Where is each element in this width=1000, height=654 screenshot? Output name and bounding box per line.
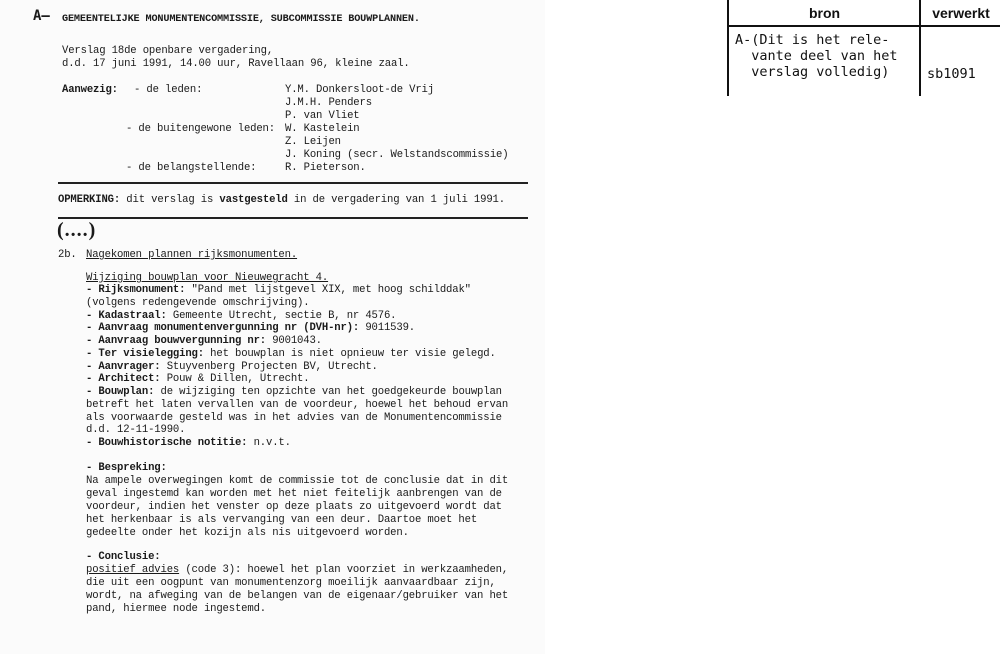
bron-line: vante deel van het [735,48,898,64]
section-number: 2b. [58,249,77,261]
field-line [86,373,309,386]
attendee-name: Y.M. Donkersloot-de Vrij [285,84,434,96]
field-line [86,310,396,323]
remark-text-end: in de vergadering van 1 juli 1991. [287,194,505,206]
field-value: (volgens redengevende omschrijving). [86,296,310,309]
document-heading: GEMEENTELIJKE MONUMENTENCOMMISSIE, SUBCOMMISSIE BOUWPLANNEN. [62,14,420,25]
field-line [86,322,415,335]
conclusion-line: wordt, na afweging van de belangen van de eigenaar/gebruiker van het [86,590,509,602]
field-label: - Ter visielegging: [86,347,204,360]
remark [58,194,505,207]
conclusion-text: (code 3): hoewel het plan voorziet in werkzaamheden, [179,564,509,576]
field-line [86,297,309,310]
attendee-name: P. van Vliet [285,110,360,122]
conclusion-line: pand, hiermee node ingestemd. [86,603,267,615]
field-value: Stuyvenberg Projecten BV, Utrecht. [160,360,378,373]
field-label: - Bouwhistorische notitie: [86,437,248,449]
table-border [727,25,1000,27]
remark-text: dit verslag is [120,194,220,206]
section-title: Nagekomen plannen rijksmonumenten. [86,249,298,261]
attendance-label: Aanwezig: [62,84,118,96]
field-label: - Architect: [86,373,161,386]
field-line [86,335,322,348]
discussion-label: - Bespreking: [86,462,167,474]
attendee-name: J. Koning (secr. Welstandscommissie) [285,149,509,161]
attendee-name: W. Kastelein [285,123,360,135]
attendee-name: R. Pieterson. [285,162,366,174]
field-value: Pouw & Dillen, Utrecht. [160,373,310,386]
attendance-group-label: - de buitengewone leden: [126,123,275,135]
field-label: - Bouwplan: [86,386,155,398]
field-line [86,348,496,361]
discussion-line: voordeur, indien het venster op deze plaats zo uitgevoerd wordt dat [86,501,502,513]
divider [58,217,528,219]
remark-label: OPMERKING: [58,194,121,206]
field-value: "Pand met lijstgevel XIX, met hoog schilddak" [185,284,471,296]
remark-keyword: vastgesteld [219,194,288,206]
attendance-group-label: - de belangstellende: [126,162,257,174]
table-border [919,0,921,96]
attendance-group-label: - de leden: [134,84,203,96]
field-value: 9001043. [266,335,322,347]
source-table [727,0,1000,96]
conclusion-first-line [86,564,508,577]
field-value: de wijziging ten opzichte van het goedgekeurde bouwplan [154,386,502,398]
conclusion-advice: positief advies [86,564,180,576]
omission-mark: (....) [57,219,97,241]
item-title: Wijziging bouwplan voor Nieuwegracht 4. [86,272,329,284]
verwerkt-value: sb1091 [927,66,976,82]
field-label: - Kadastraal: [86,309,167,322]
discussion-line: gedeelte onder het kozijn als nis uitgevoerd worden. [86,527,409,539]
field-line [86,437,291,450]
attendee-name: J.M.H. Penders [285,97,372,109]
field-line [86,284,471,297]
field-value: betreft het laten vervallen van de voordeur, hoewel het behoud ervan [86,398,509,411]
field-value: 9011539. [359,322,415,335]
discussion-line: Na ampele overwegingen komt de commissie tot de conclusie dat in dit [86,475,509,487]
field-line [86,424,185,437]
bron-line: A-(Dit is het rele- [735,32,890,48]
field-value: als voorwaarde gesteld was in het advies van de Monumentencommissie [86,411,502,424]
column-header-verwerkt: verwerkt [932,5,990,21]
field-line [86,361,378,374]
field-label: - Aanvraag bouwvergunning nr: [86,335,267,347]
attendee-name: Z. Leijen [285,136,341,148]
field-line [86,412,502,425]
discussion-line: geval ingestemd kan worden met het niet feitelijk aanbrengen van de [86,488,502,500]
discussion-line: het herkenbaar is als vervanging van een deur. Daartoe moet het [86,514,478,526]
field-label: - Aanvrager: [86,360,161,373]
field-value: Gemeente Utrecht, sectie B, nr 4576. [166,309,397,322]
table-border [727,0,729,96]
field-line [86,386,502,399]
field-value: het bouwplan is niet opnieuw ter visie gelegd. [203,347,496,360]
conclusion-line: die uit een oogpunt van monumentenzorg moeilijk aanvaardbaar zijn, [86,577,496,589]
field-label: - Aanvraag monumentenvergunning nr (DVH-nr): [86,322,360,335]
document-marker: A— [33,8,50,24]
field-value: d.d. 12-11-1990. [86,424,186,437]
column-header-bron: bron [808,5,841,21]
field-label: - Rijksmonument: [86,284,186,296]
meeting-line-1: Verslag 18de openbare vergadering, [62,45,274,57]
field-value: n.v.t. [247,437,291,449]
bron-line: verslag volledig) [735,64,890,80]
field-line [86,399,508,412]
conclusion-label: - Conclusie: [86,551,161,563]
divider [58,182,528,184]
meeting-line-2: d.d. 17 juni 1991, 14.00 uur, Ravellaan 96, kleine zaal. [62,58,410,70]
